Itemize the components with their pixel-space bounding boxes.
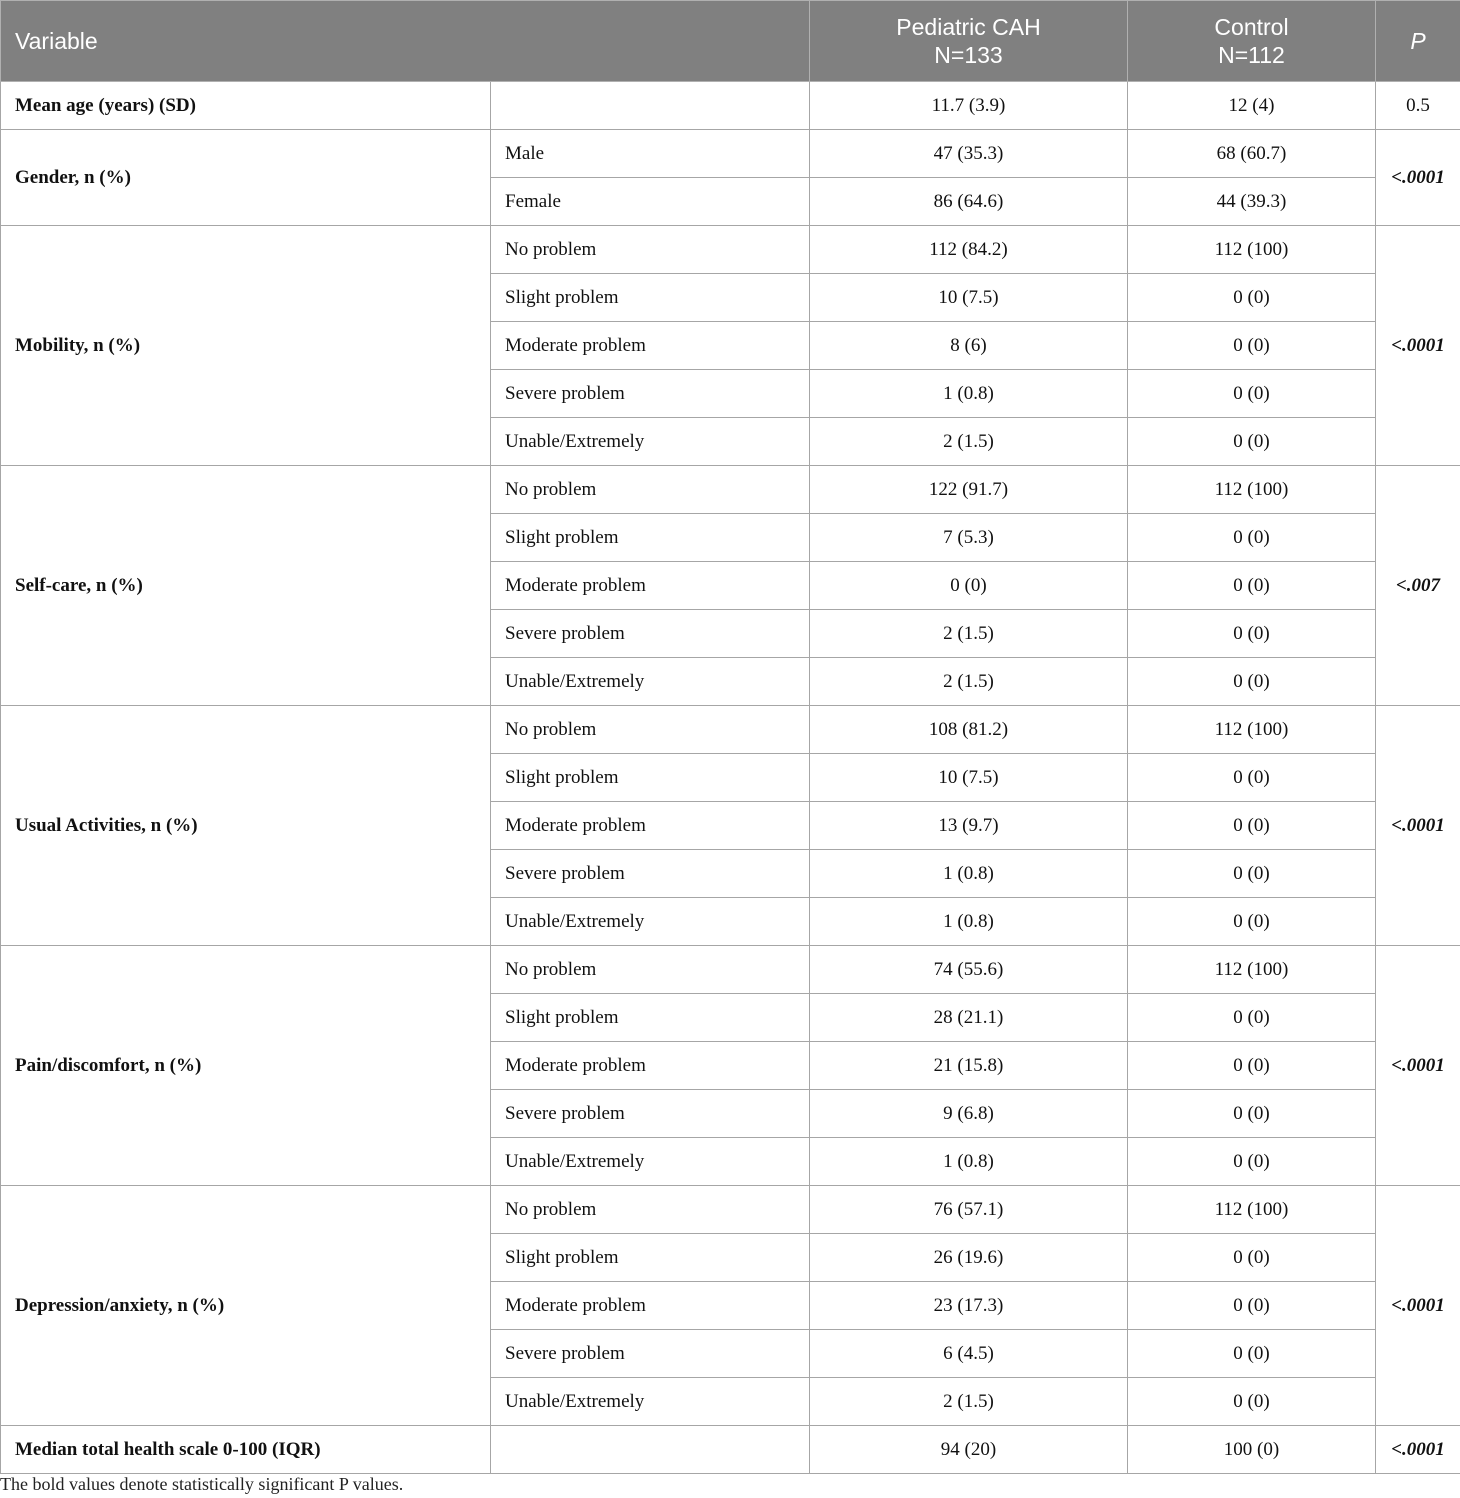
category-label: Slight problem <box>491 754 810 802</box>
control-value: 0 (0) <box>1128 562 1376 610</box>
category-label: No problem <box>491 946 810 994</box>
category-label: Unable/Extremely <box>491 418 810 466</box>
category-label: Unable/Extremely <box>491 1138 810 1186</box>
header-variable: Variable <box>1 1 810 82</box>
cah-value: 1 (0.8) <box>810 898 1128 946</box>
cah-value: 10 (7.5) <box>810 274 1128 322</box>
p-value: <.0001 <box>1376 226 1460 466</box>
category-label: Severe problem <box>491 610 810 658</box>
table-row <box>1 706 1460 754</box>
category-label: Slight problem <box>491 994 810 1042</box>
control-value: 68 (60.7) <box>1128 130 1376 178</box>
control-value: 0 (0) <box>1128 658 1376 706</box>
control-value: 112 (100) <box>1128 466 1376 514</box>
category-label: Severe problem <box>491 370 810 418</box>
cah-value: 74 (55.6) <box>810 946 1128 994</box>
cah-value: 10 (7.5) <box>810 754 1128 802</box>
variable-label: Self-care, n (%) <box>1 466 491 706</box>
cah-value: 76 (57.1) <box>810 1186 1128 1234</box>
variable-label: Mobility, n (%) <box>1 226 491 466</box>
category-label: Moderate problem <box>491 562 810 610</box>
cah-value: 6 (4.5) <box>810 1330 1128 1378</box>
cah-value: 2 (1.5) <box>810 1378 1128 1426</box>
cah-value: 108 (81.2) <box>810 706 1128 754</box>
category-label: Slight problem <box>491 274 810 322</box>
variable-label: Mean age (years) (SD) <box>1 82 491 130</box>
header-control-name: Control <box>1214 14 1289 40</box>
header-control <box>1128 1 1376 82</box>
control-value: 112 (100) <box>1128 706 1376 754</box>
category-label: Female <box>491 178 810 226</box>
table-row <box>1 946 1460 994</box>
cah-value: 26 (19.6) <box>810 1234 1128 1282</box>
table-row <box>1 82 1460 130</box>
control-value: 0 (0) <box>1128 370 1376 418</box>
control-value: 0 (0) <box>1128 1282 1376 1330</box>
cah-value: 2 (1.5) <box>810 610 1128 658</box>
p-value: <.007 <box>1376 466 1460 706</box>
table-footnote: The bold values denote statistically significant P values. <box>0 1474 404 1494</box>
table-header <box>1 1 1460 82</box>
category-label: Unable/Extremely <box>491 658 810 706</box>
category-label: No problem <box>491 226 810 274</box>
category-label: Slight problem <box>491 514 810 562</box>
p-value: <.0001 <box>1376 946 1460 1186</box>
category-label: Severe problem <box>491 850 810 898</box>
cah-value: 21 (15.8) <box>810 1042 1128 1090</box>
control-value: 0 (0) <box>1128 1138 1376 1186</box>
category-label <box>491 1426 810 1474</box>
control-value: 112 (100) <box>1128 226 1376 274</box>
cah-value: 1 (0.8) <box>810 1138 1128 1186</box>
category-label: Moderate problem <box>491 322 810 370</box>
cah-value: 0 (0) <box>810 562 1128 610</box>
category-label <box>491 82 810 130</box>
control-value: 0 (0) <box>1128 994 1376 1042</box>
control-value: 0 (0) <box>1128 898 1376 946</box>
control-value: 0 (0) <box>1128 1378 1376 1426</box>
cah-value: 1 (0.8) <box>810 370 1128 418</box>
control-value: 0 (0) <box>1128 754 1376 802</box>
category-label: No problem <box>491 1186 810 1234</box>
category-label: No problem <box>491 706 810 754</box>
control-value: 0 (0) <box>1128 274 1376 322</box>
cah-value: 47 (35.3) <box>810 130 1128 178</box>
p-value: <.0001 <box>1376 1426 1460 1474</box>
table-row <box>1 466 1460 514</box>
control-value: 112 (100) <box>1128 946 1376 994</box>
header-row <box>1 1 1460 82</box>
cah-value: 7 (5.3) <box>810 514 1128 562</box>
control-value: 0 (0) <box>1128 322 1376 370</box>
cah-value: 11.7 (3.9) <box>810 82 1128 130</box>
p-value: <.0001 <box>1376 706 1460 946</box>
cah-value: 23 (17.3) <box>810 1282 1128 1330</box>
cah-value: 1 (0.8) <box>810 850 1128 898</box>
p-value: <.0001 <box>1376 130 1460 226</box>
cah-value: 122 (91.7) <box>810 466 1128 514</box>
variable-label: Gender, n (%) <box>1 130 491 226</box>
header-control-n: N=112 <box>1218 42 1285 68</box>
control-value: 0 (0) <box>1128 418 1376 466</box>
cah-value: 94 (20) <box>810 1426 1128 1474</box>
category-label: Slight problem <box>491 1234 810 1282</box>
variable-label: Median total health scale 0-100 (IQR) <box>1 1426 491 1474</box>
header-pediatric-cah <box>810 1 1128 82</box>
cah-value: 112 (84.2) <box>810 226 1128 274</box>
table-row <box>1 130 1460 178</box>
category-label: Unable/Extremely <box>491 898 810 946</box>
header-p-value: P <box>1376 1 1460 82</box>
control-value: 12 (4) <box>1128 82 1376 130</box>
header-cah-n: N=133 <box>934 42 1003 68</box>
control-value: 0 (0) <box>1128 802 1376 850</box>
cah-value: 28 (21.1) <box>810 994 1128 1042</box>
cah-value: 9 (6.8) <box>810 1090 1128 1138</box>
variable-label: Usual Activities, n (%) <box>1 706 491 946</box>
category-label: Severe problem <box>491 1330 810 1378</box>
cah-value: 2 (1.5) <box>810 418 1128 466</box>
category-label: Moderate problem <box>491 1282 810 1330</box>
category-label: Unable/Extremely <box>491 1378 810 1426</box>
cah-value: 13 (9.7) <box>810 802 1128 850</box>
table-row <box>1 1426 1460 1474</box>
category-label: Severe problem <box>491 1090 810 1138</box>
cah-value: 8 (6) <box>810 322 1128 370</box>
category-label: No problem <box>491 466 810 514</box>
category-label: Moderate problem <box>491 802 810 850</box>
control-value: 0 (0) <box>1128 610 1376 658</box>
control-value: 0 (0) <box>1128 850 1376 898</box>
table-row <box>1 226 1460 274</box>
control-value: 112 (100) <box>1128 1186 1376 1234</box>
p-value: 0.5 <box>1376 82 1460 130</box>
table-row <box>1 1186 1460 1234</box>
control-value: 0 (0) <box>1128 1330 1376 1378</box>
cah-value: 86 (64.6) <box>810 178 1128 226</box>
variable-label: Depression/anxiety, n (%) <box>1 1186 491 1426</box>
control-value: 0 (0) <box>1128 1042 1376 1090</box>
control-value: 44 (39.3) <box>1128 178 1376 226</box>
control-value: 100 (0) <box>1128 1426 1376 1474</box>
control-value: 0 (0) <box>1128 1090 1376 1138</box>
table-body <box>1 82 1460 1474</box>
header-cah-name: Pediatric CAH <box>896 14 1041 40</box>
cah-value: 2 (1.5) <box>810 658 1128 706</box>
variable-label: Pain/discomfort, n (%) <box>1 946 491 1186</box>
p-value: <.0001 <box>1376 1186 1460 1426</box>
category-label: Moderate problem <box>491 1042 810 1090</box>
control-value: 0 (0) <box>1128 514 1376 562</box>
control-value: 0 (0) <box>1128 1234 1376 1282</box>
category-label: Male <box>491 130 810 178</box>
